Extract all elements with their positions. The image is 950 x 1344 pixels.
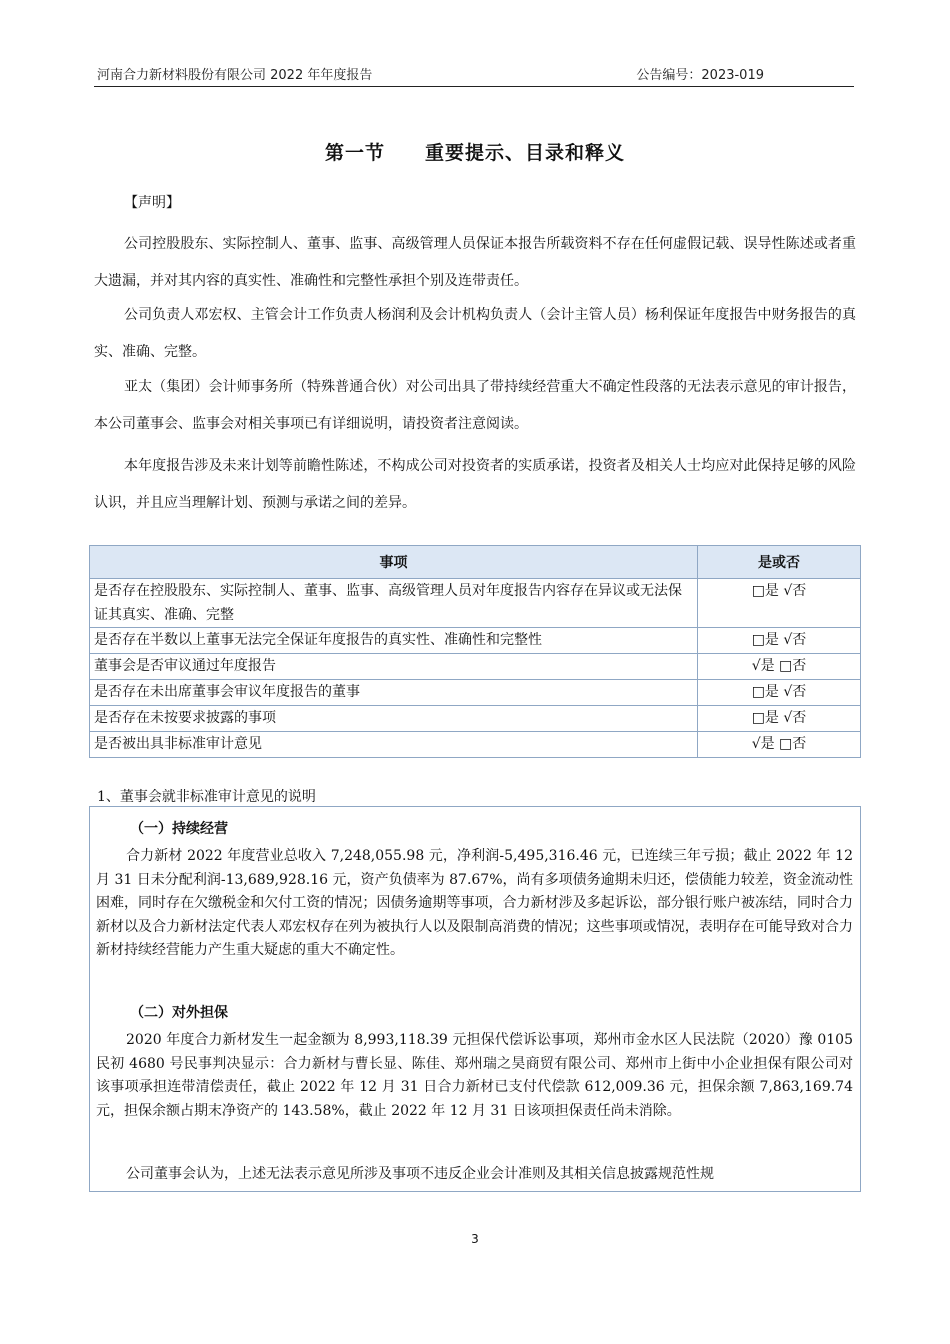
guarantee-paragraph: 2020 年度合力新材发生一起金额为 8,993,118.39 元担保代偿诉讼事项，郑州市金水区人民法院（2020）豫 0105 民初 4680 号民事判决显示：合力新材与曹长显、陈佳、郑州瑞之昊商贸有限公司、郑州市上街中小企业担保有限公司对该事项承担连带清偿责任，截止 2022 年 12 月 31 日合力新材已支付代偿款 612,009.36 元，担保余额 7,863,169.74 元，担保余额占期末净资产的 143.58%，截止 2022 年 12 月 31 日该项担保责任尚未消除。 [96,1032,853,1119]
table-cell-answer: □是 √否 [698,680,861,706]
going-concern-paragraph: 合力新材 2022 年度营业总收入 7,248,055.98 元，净利润-5,495,316.46 元，已连续三年亏损；截止 2022 年 12 月 31 日未分配利润-13,689,928.16 元，资产负债率为 87.67%，尚有多项债务逾期未归还，偿债能力较差，资金流动性困难，同时存在欠缴税金和欠付工资的情况；因债务逾期等事项，合力新材涉及多起诉讼，部分银行账户被冻结，同时合力新材以及合力新材法定代表人邓宏权存在列为被执行人以及限制高消费的情况；这些事项或情况，表明存在可能导致对合力新材持续经营能力产生重大疑虑的重大不确定性。 [96,848,853,958]
confirmation-table [89,545,861,758]
table-cell-answer: □是 √否 [698,628,861,654]
table-row [90,732,861,758]
subheading-going-concern: （一）持续经营 [130,821,228,837]
subheading-guarantee: （二）对外担保 [130,1005,228,1021]
declaration-label: 【声明】 [124,195,180,211]
board-opinion-paragraph: 公司董事会认为，上述无法表示意见所涉及事项不违反企业会计准则及其相关信息披露规范性规 [126,1166,714,1182]
table-row [90,706,861,732]
table-cell-item: 是否被出具非标准审计意见 [90,732,698,758]
report-header-title: 河南合力新材料股份有限公司 2022 年年度报告 [97,68,373,83]
table-cell-item: 是否存在控股股东、实际控制人、董事、监事、高级管理人员对年度报告内容存在异议或无法保证其真实、准确、完整 [90,579,698,628]
section-title: 重要提示、目录和释义 [425,142,626,164]
column-header-item: 事项 [90,546,698,579]
table-row [90,654,861,680]
declaration-paragraph: 公司控股股东、实际控制人、董事、监事、高级管理人员保证本报告所载资料不存在任何虚假记载、误导性陈述或者重大遗漏，并对其内容的真实性、准确性和完整性承担个别及连带责任。 [94,236,856,289]
table-cell-answer: √是 □否 [698,732,861,758]
announcement-number: 公告编号：2023-019 [636,68,764,83]
table-row [90,628,861,654]
table-cell-answer: √是 □否 [698,654,861,680]
page-number: 3 [471,1232,479,1246]
table-cell-item: 是否存在未出席董事会审议年度报告的董事 [90,680,698,706]
header-divider [94,86,854,87]
column-header-yes-no: 是或否 [698,546,861,579]
declaration-paragraph: 公司负责人邓宏权、主管会计工作负责人杨润利及会计机构负责人（会计主管人员）杨利保证年度报告中财务报告的真实、准确、完整。 [94,307,856,360]
page-title [0,138,950,165]
table-row [90,579,861,628]
declaration-paragraph: 本年度报告涉及未来计划等前瞻性陈述，不构成公司对投资者的实质承诺，投资者及相关人士均应对此保持足够的风险认识，并且应当理解计划、预测与承诺之间的差异。 [94,458,856,511]
section-heading: 1、董事会就非标准审计意见的说明 [97,789,316,805]
table-cell-answer: □是 √否 [698,706,861,732]
table-cell-item: 是否存在未按要求披露的事项 [90,706,698,732]
section-number: 第一节 [324,142,385,164]
table-row [90,680,861,706]
declaration-paragraph: 亚太（集团）会计师事务所（特殊普通合伙）对公司出具了带持续经营重大不确定性段落的无法表示意见的审计报告，本公司董事会、监事会对相关事项已有详细说明，请投资者注意阅读。 [94,379,856,432]
table-cell-item: 董事会是否审议通过年度报告 [90,654,698,680]
table-cell-item: 是否存在半数以上董事无法完全保证年度报告的真实性、准确性和完整性 [90,628,698,654]
table-cell-answer: □是 √否 [698,579,861,628]
